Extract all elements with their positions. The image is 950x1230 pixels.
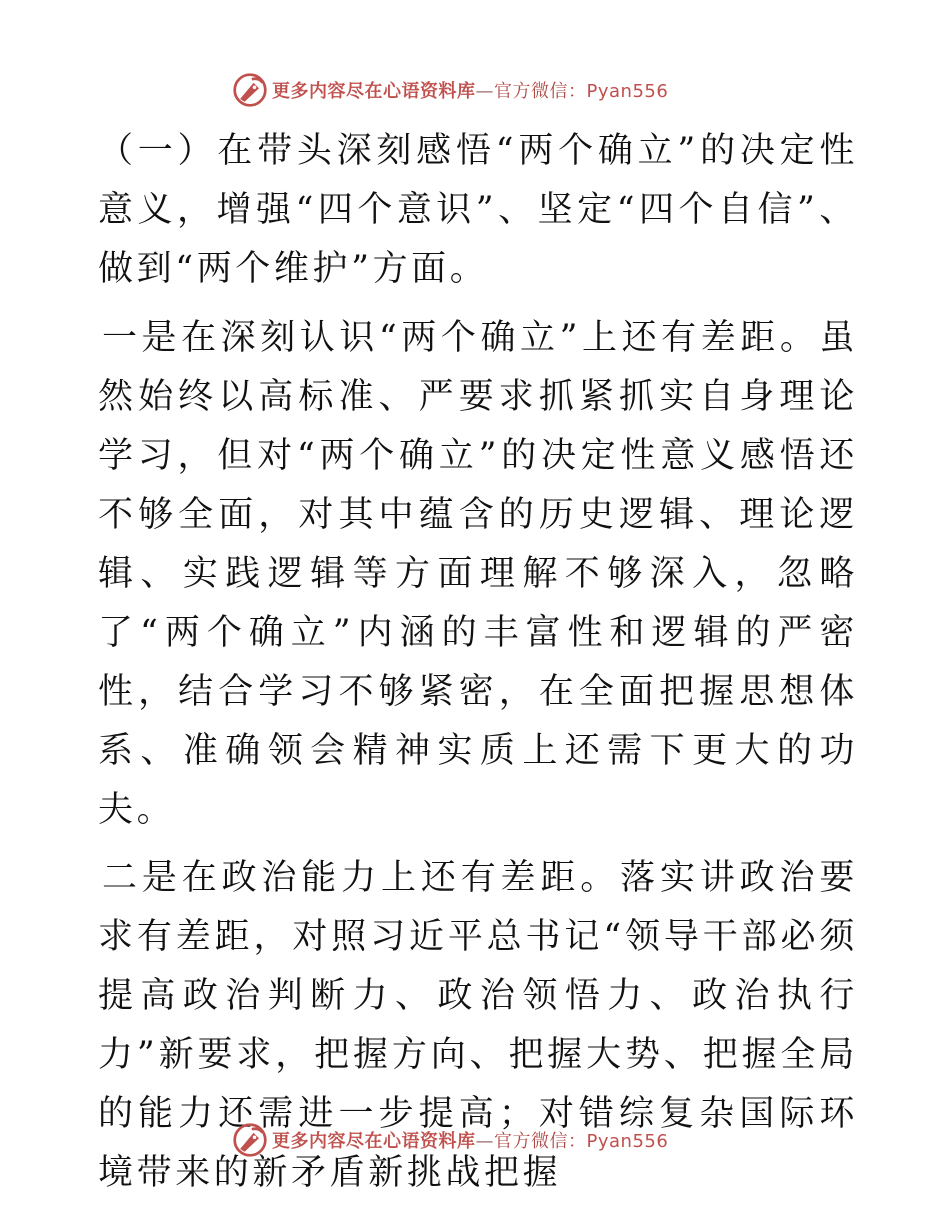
pen-nib-logo-icon [232,72,268,108]
watermark-banner-top [232,70,668,110]
section-heading: （一）在带头深刻感悟“两个确立”的决定性意义，增强“四个意识”、坚定“四个自信”、做到“两个维护”方面。 [98,131,858,289]
watermark-text: 更多内容尽在心语资料库—官方微信：Pyan556 [272,1131,669,1152]
paragraph-1: 一是在深刻认识“两个确立”上还有差距。虽然始终以高标准、严要求抓紧抓实自身理论学习，但对“两个确立”的决定性意义感悟还不够全面，对其中蕴含的历史逻辑、理论逻辑、实践逻辑等方面理解不够深入，忽略了“两个确立”内涵的丰富性和逻辑的严密性，结合学习不够紧密，在全面把握思想体系、准确领会精神实质上还需下更大的功夫。 [98,318,858,830]
paragraph-2: 二是在政治能力上还有差距。落实讲政治要求有差距，对照习近平总书记“领导干部必须提高政治判断力、政治领悟力、政治执行力”新要求，把握方向、把握大势、把握全局的能力还需进一步提高；对错综复杂国际环境带来的新矛盾新挑战把握 [98,858,858,1193]
watermark-text: 更多内容尽在心语资料库—官方微信：Pyan556 [272,81,669,102]
pen-nib-logo-icon [232,1122,268,1158]
watermark-banner-bottom [232,1120,668,1160]
document-body [98,122,858,1212]
